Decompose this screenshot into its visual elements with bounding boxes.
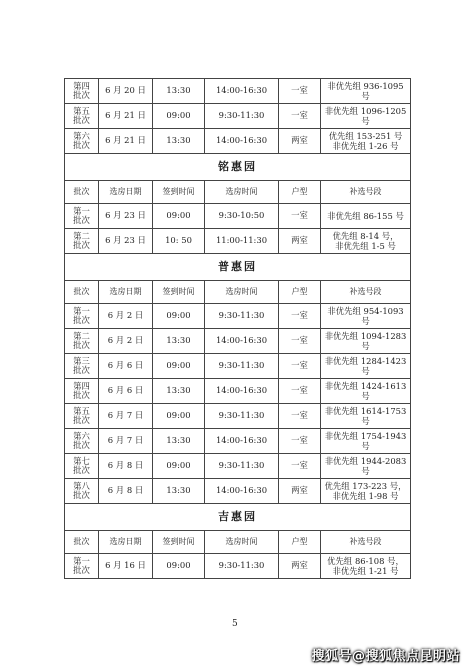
column-header: 选房日期 xyxy=(99,281,153,304)
batch-label: 第四 xyxy=(73,80,90,91)
batch-label: 第三 xyxy=(73,355,90,366)
unit-type-cell: 一室 xyxy=(279,329,321,354)
batch-label: 批次 xyxy=(73,465,90,475)
selection-time-cell: 14:00-16:30 xyxy=(205,429,279,454)
section-title-row xyxy=(65,504,411,531)
batch-label: 批次 xyxy=(73,240,90,250)
unit-type-cell: 一室 xyxy=(279,404,321,429)
number-range-line: 非优先组 1-21 号 xyxy=(332,566,399,576)
selection-time-cell: 9:30-11:30 xyxy=(205,554,279,579)
column-header: 补选号段 xyxy=(321,181,411,204)
signin-time-cell: 13:30 xyxy=(153,479,205,504)
signin-time-cell: 13:30 xyxy=(153,379,205,404)
selection-time-cell: 14:00-16:30 xyxy=(205,479,279,504)
number-range-cell xyxy=(321,329,411,354)
column-header: 签到时间 xyxy=(153,181,205,204)
header-row xyxy=(65,281,411,304)
column-header: 签到时间 xyxy=(153,531,205,554)
batch-label: 批次 xyxy=(73,490,90,500)
unit-type-cell: 两室 xyxy=(279,479,321,504)
date-cell: 6 月 21 日 xyxy=(99,104,153,129)
batch-cell xyxy=(65,429,99,454)
number-range-cell xyxy=(321,429,411,454)
selection-time-cell: 9:30-11:30 xyxy=(205,104,279,129)
batch-label: 第一 xyxy=(73,205,90,216)
number-range-line: 非优先组 936-1095 号 xyxy=(327,80,404,101)
number-range-cell xyxy=(321,379,411,404)
signin-time-cell: 13:30 xyxy=(153,429,205,454)
selection-time-cell: 9:30-10:50 xyxy=(205,204,279,229)
number-range-cell xyxy=(321,354,411,379)
table-row xyxy=(65,404,411,429)
batch-cell xyxy=(65,104,99,129)
section-title: 吉惠园 xyxy=(65,504,411,531)
batch-label: 第一 xyxy=(73,305,90,316)
number-range-cell xyxy=(321,79,411,104)
number-range-line: 非优先组 1424-1613 号 xyxy=(324,380,407,401)
unit-type-cell: 一室 xyxy=(279,304,321,329)
signin-time-cell: 09:00 xyxy=(153,304,205,329)
signin-time-cell: 09:00 xyxy=(153,404,205,429)
batch-label: 批次 xyxy=(73,90,90,100)
schedule-table xyxy=(64,78,411,579)
batch-label: 第一 xyxy=(73,555,90,566)
number-range-cell xyxy=(321,129,411,154)
number-range-line: 非优先组 86-155 号 xyxy=(327,210,404,221)
batch-label: 第二 xyxy=(73,230,90,241)
page-number: 5 xyxy=(232,619,238,629)
batch-label: 批次 xyxy=(73,415,90,425)
selection-time-cell: 9:30-11:30 xyxy=(205,354,279,379)
selection-time-cell: 14:00-16:30 xyxy=(205,129,279,154)
number-range-line: 非优先组 954-1093 号 xyxy=(327,305,404,326)
number-range-cell xyxy=(321,479,411,504)
selection-time-cell: 14:00-16:30 xyxy=(205,329,279,354)
batch-cell xyxy=(65,479,99,504)
number-range-line: 非优先组 1-98 号 xyxy=(332,491,399,501)
number-range-line: 号 xyxy=(361,116,370,126)
date-cell: 6 月 20 日 xyxy=(99,79,153,104)
number-range-line: 非优先组 1094-1283 号 xyxy=(324,330,407,351)
unit-type-cell: 两室 xyxy=(279,554,321,579)
unit-type-cell: 两室 xyxy=(279,129,321,154)
section-title: 铭惠园 xyxy=(65,154,411,181)
unit-type-cell: 一室 xyxy=(279,379,321,404)
batch-label: 批次 xyxy=(73,115,90,125)
column-header: 批次 xyxy=(65,181,99,204)
unit-type-cell: 一室 xyxy=(279,354,321,379)
signin-time-cell: 10: 50 xyxy=(153,229,205,254)
number-range-line: 非优先组 1096-1205 xyxy=(324,105,407,116)
unit-type-cell: 两室 xyxy=(279,229,321,254)
table-row xyxy=(65,104,411,129)
date-cell: 6 月 23 日 xyxy=(99,229,153,254)
number-range-cell xyxy=(321,454,411,479)
date-cell: 6 月 7 日 xyxy=(99,404,153,429)
batch-label: 第五 xyxy=(73,405,90,416)
selection-time-cell: 14:00-16:30 xyxy=(205,79,279,104)
column-header: 批次 xyxy=(65,281,99,304)
number-range-line: 非优先组 1754-1943 号 xyxy=(324,430,407,451)
date-cell: 6 月 6 日 xyxy=(99,379,153,404)
date-cell: 6 月 8 日 xyxy=(99,479,153,504)
signin-time-cell: 13:30 xyxy=(153,79,205,104)
batch-label: 第五 xyxy=(73,105,90,116)
number-range-line: 非优先组 1944-2083 号 xyxy=(324,455,407,476)
batch-cell xyxy=(65,129,99,154)
table-row xyxy=(65,229,411,254)
number-range-line: 非优先组 1284-1423 号 xyxy=(324,355,407,376)
date-cell: 6 月 8 日 xyxy=(99,454,153,479)
table-row xyxy=(65,204,411,229)
table-row xyxy=(65,379,411,404)
batch-label: 批次 xyxy=(73,390,90,400)
signin-time-cell: 13:30 xyxy=(153,329,205,354)
table-row xyxy=(65,354,411,379)
batch-label: 批次 xyxy=(73,315,90,325)
batch-label: 批次 xyxy=(73,140,90,150)
number-range-cell xyxy=(321,304,411,329)
unit-type-cell: 一室 xyxy=(279,204,321,229)
number-range-cell xyxy=(321,204,411,229)
date-cell: 6 月 6 日 xyxy=(99,354,153,379)
table-row xyxy=(65,129,411,154)
batch-cell xyxy=(65,554,99,579)
batch-cell xyxy=(65,354,99,379)
unit-type-cell: 一室 xyxy=(279,454,321,479)
date-cell: 6 月 7 日 xyxy=(99,429,153,454)
batch-label: 批次 xyxy=(73,340,90,350)
column-header: 补选号段 xyxy=(321,281,411,304)
batch-cell xyxy=(65,229,99,254)
column-header: 户型 xyxy=(279,181,321,204)
table-row xyxy=(65,479,411,504)
batch-cell xyxy=(65,404,99,429)
number-range-line: 非优先组 1614-1753 号 xyxy=(324,405,407,426)
section-title-row xyxy=(65,254,411,281)
selection-time-cell: 11:00-11:30 xyxy=(205,229,279,254)
batch-label: 第七 xyxy=(73,455,90,466)
number-range-line: 优先组 86-108 号， xyxy=(327,555,404,566)
number-range-cell xyxy=(321,554,411,579)
signin-time-cell: 09:00 xyxy=(153,104,205,129)
selection-time-cell: 9:30-11:30 xyxy=(205,454,279,479)
batch-cell xyxy=(65,304,99,329)
selection-time-cell: 14:00-16:30 xyxy=(205,379,279,404)
table-row xyxy=(65,329,411,354)
unit-type-cell: 一室 xyxy=(279,104,321,129)
number-range-cell xyxy=(321,229,411,254)
column-header: 补选号段 xyxy=(321,531,411,554)
batch-label: 批次 xyxy=(73,215,90,225)
number-range-line: 非优先组 1-26 号 xyxy=(332,141,399,151)
batch-label: 第八 xyxy=(73,480,90,491)
signin-time-cell: 09:00 xyxy=(153,204,205,229)
batch-cell xyxy=(65,204,99,229)
batch-label: 批次 xyxy=(73,565,90,575)
date-cell: 6 月 2 日 xyxy=(99,304,153,329)
signin-time-cell: 09:00 xyxy=(153,454,205,479)
batch-label: 第四 xyxy=(73,380,90,391)
table-row xyxy=(65,304,411,329)
signin-time-cell: 09:00 xyxy=(153,554,205,579)
date-cell: 6 月 21 日 xyxy=(99,129,153,154)
batch-cell xyxy=(65,379,99,404)
batch-label: 批次 xyxy=(73,440,90,450)
column-header: 选房日期 xyxy=(99,181,153,204)
batch-cell xyxy=(65,79,99,104)
table-row xyxy=(65,429,411,454)
selection-time-cell: 9:30-11:30 xyxy=(205,404,279,429)
header-row xyxy=(65,531,411,554)
date-cell: 6 月 2 日 xyxy=(99,329,153,354)
date-cell: 6 月 23 日 xyxy=(99,204,153,229)
number-range-line: 优先组 153-251 号 xyxy=(328,130,403,141)
batch-cell xyxy=(65,454,99,479)
column-header: 签到时间 xyxy=(153,281,205,304)
batch-label: 第六 xyxy=(73,430,90,441)
watermark: 搜狐号@搜狐焦点昆明站 xyxy=(311,649,460,664)
number-range-line: 非优先组 1-5 号 xyxy=(335,241,396,251)
unit-type-cell: 一室 xyxy=(279,79,321,104)
number-range-line: 优先组 173-223 号， xyxy=(324,480,407,491)
signin-time-cell: 13:30 xyxy=(153,129,205,154)
column-header: 批次 xyxy=(65,531,99,554)
number-range-cell xyxy=(321,104,411,129)
header-row xyxy=(65,181,411,204)
section-title-row xyxy=(65,154,411,181)
column-header: 选房时间 xyxy=(205,181,279,204)
number-range-line: 优先组 8-14 号， xyxy=(332,230,399,241)
column-header: 选房日期 xyxy=(99,531,153,554)
table-row xyxy=(65,79,411,104)
date-cell: 6 月 16 日 xyxy=(99,554,153,579)
signin-time-cell: 09:00 xyxy=(153,354,205,379)
column-header: 户型 xyxy=(279,281,321,304)
column-header: 选房时间 xyxy=(205,531,279,554)
batch-label: 第二 xyxy=(73,330,90,341)
number-range-cell xyxy=(321,404,411,429)
unit-type-cell: 一室 xyxy=(279,429,321,454)
table-row xyxy=(65,554,411,579)
column-header: 户型 xyxy=(279,531,321,554)
section-title: 普惠园 xyxy=(65,254,411,281)
selection-time-cell: 9:30-11:30 xyxy=(205,304,279,329)
column-header: 选房时间 xyxy=(205,281,279,304)
batch-cell xyxy=(65,329,99,354)
batch-label: 第六 xyxy=(73,130,90,141)
batch-label: 批次 xyxy=(73,365,90,375)
table-row xyxy=(65,454,411,479)
